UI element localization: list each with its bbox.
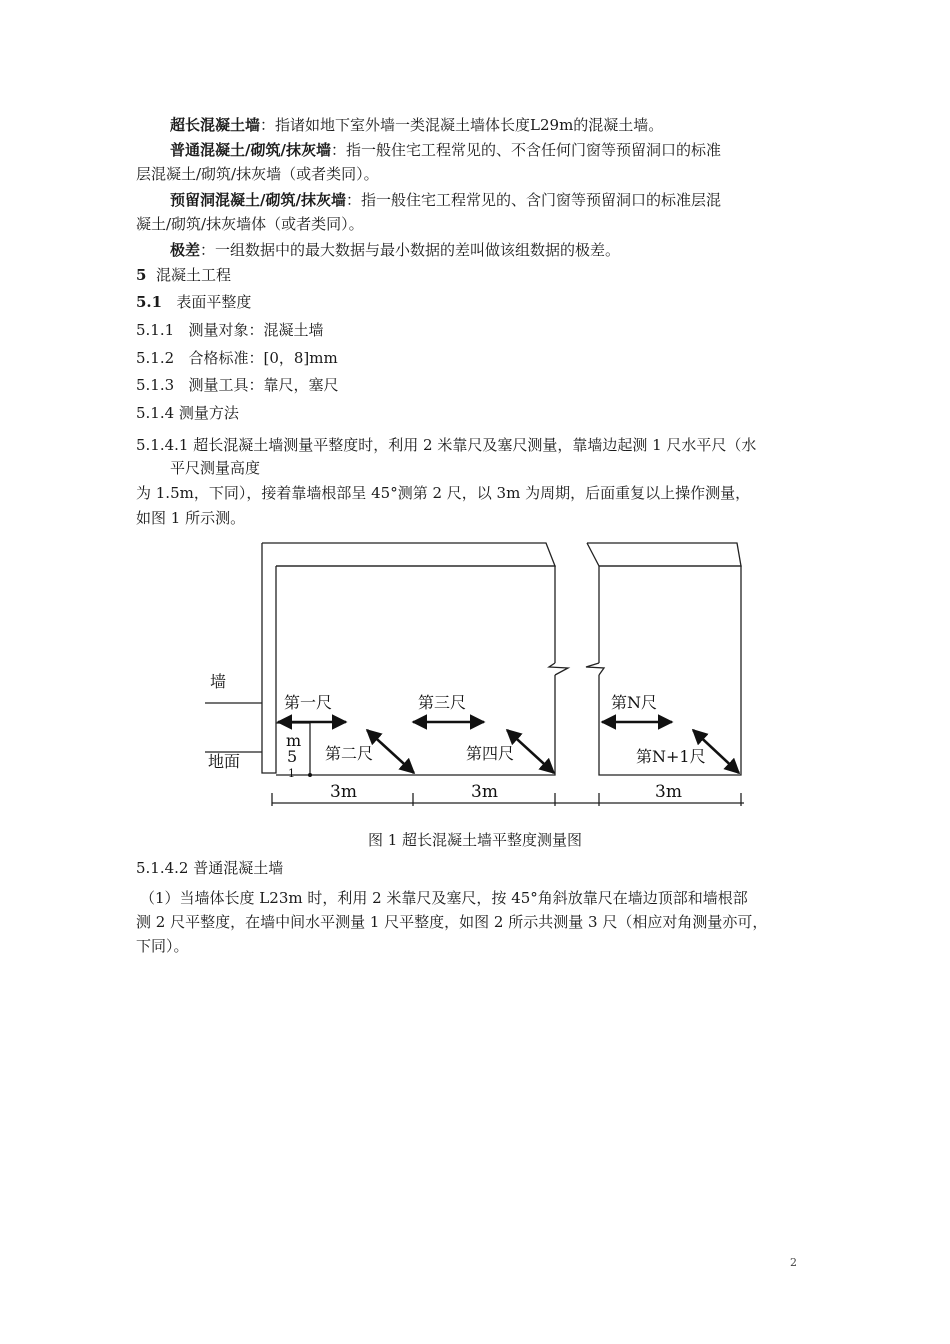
definition-3-cont: 凝土/砌筑/抹灰墙体（或者类同）。 xyxy=(136,215,364,233)
definition-term: 超长混凝土墙 xyxy=(170,116,261,134)
figure-caption: 图 1 超长混凝土墙平整度测量图 xyxy=(367,831,583,849)
heading-title: 合格标准：[0，8]mm xyxy=(188,349,338,367)
wall-outline-right xyxy=(587,543,741,566)
definition-1 xyxy=(170,115,855,135)
height-char-m: m xyxy=(286,731,302,750)
height-char-5: 5 xyxy=(287,747,298,766)
wall-label: 墙 xyxy=(210,672,227,691)
definition-term: 预留洞混凝土/砌筑/抹灰墙 xyxy=(170,191,346,209)
definition-2 xyxy=(170,140,855,160)
definition-text: 指一般住宅工程常见的、不含任何门窗等预留洞口的标准 xyxy=(345,141,721,159)
para-5142-line3: 下同）。 xyxy=(136,937,189,955)
ruler-4-arrow xyxy=(507,730,554,773)
figure-1-diagram xyxy=(0,530,950,820)
heading-title: 测量工具：靠尺，塞尺 xyxy=(188,376,339,394)
definition-term: 普通混凝土/砌筑/抹灰墙 xyxy=(170,141,331,159)
ruler-4-label: 第四尺 xyxy=(466,744,515,763)
heading-number: 5.1.2 xyxy=(136,349,175,367)
break-mark-left xyxy=(549,663,568,675)
para-5141-line3: 为 1.5m，下同），接着靠墙根部呈 45°测第 2 尺，以 3m 为周期，后面重复以上操作测量， xyxy=(136,484,751,502)
wall-outline-left xyxy=(262,543,555,773)
definition-text: 指一般住宅工程常见的、含门窗等预留洞口的标准层混 xyxy=(360,191,721,209)
heading-5-1-1 xyxy=(136,320,821,340)
heading-title: 表面平整度 xyxy=(176,293,252,311)
height-char-1: 1 xyxy=(288,767,295,780)
ground-label: 地面 xyxy=(208,752,241,771)
definition-4 xyxy=(170,240,855,260)
ruler-n-label: 第N尺 xyxy=(611,693,658,712)
height-marker-dot xyxy=(308,773,312,777)
heading-5-1-2 xyxy=(136,348,821,368)
heading-number: 5.1 xyxy=(136,293,163,311)
definition-sep: ： xyxy=(200,241,216,259)
definition-term: 极差 xyxy=(170,241,201,259)
ruler-3-label: 第三尺 xyxy=(418,693,467,712)
heading-5 xyxy=(136,265,821,285)
heading-5-1-4-2: 5.1.4.2 普通混凝土墙 xyxy=(136,859,284,877)
ruler-2-label: 第二尺 xyxy=(325,744,374,763)
para-5142-line2: 测 2 尺平整度，在墙中间水平测量 1 尺平整度，如图 2 所示共测量 3 尺（相应对角测量亦可， xyxy=(136,913,768,931)
break-mark-right xyxy=(586,663,604,675)
para-5141-line1: 5.1.4.1 超长混凝土墙测量平整度时，利用 2 米靠尺及塞尺测量，靠墙边起测 1 尺水平尺（水 xyxy=(136,436,757,454)
heading-number: 5 xyxy=(136,266,147,284)
ruler-n1-label: 第N+1尺 xyxy=(636,747,706,766)
definition-sep: ： xyxy=(260,116,276,134)
para-5142-line1: （1）当墙体长度 L23m 时，利用 2 米靠尺及塞尺，按 45°角斜放靠尺在墙边顶部和墙根部 xyxy=(140,889,748,907)
heading-number: 5.1.3 xyxy=(136,376,175,394)
definition-3 xyxy=(170,190,855,210)
dimension-label-3: 3m xyxy=(655,782,682,802)
heading-5-1-4: 5.1.4 测量方法 xyxy=(136,404,239,422)
heading-5-1-3 xyxy=(136,375,821,395)
para-5141-line2: 平尺测量高度 xyxy=(170,459,261,477)
wall-face-right xyxy=(599,566,741,775)
heading-5-1 xyxy=(136,292,821,312)
definition-text: 一组数据中的最大数据与最小数据的差叫做该组数据的极差。 xyxy=(215,241,621,259)
ruler-2-arrow xyxy=(367,730,414,773)
dimension-label-2: 3m xyxy=(471,782,498,802)
ruler-1-label: 第一尺 xyxy=(284,693,333,712)
page-number: 2 xyxy=(790,1256,797,1269)
heading-title: 测量对象：混凝土墙 xyxy=(188,321,324,339)
definition-2-cont: 层混凝土/砌筑/抹灰墙（或者类同）。 xyxy=(136,165,379,183)
heading-title: 混凝土工程 xyxy=(155,266,231,284)
definition-sep: ： xyxy=(330,141,346,159)
dimension-label-1: 3m xyxy=(330,782,357,802)
definition-sep: ： xyxy=(345,191,361,209)
definition-text: 指诸如地下室外墙一类混凝土墙体长度L29m的混凝土墙。 xyxy=(275,116,664,134)
para-5141-line4: 如图 1 所示测。 xyxy=(136,509,246,527)
heading-number: 5.1.1 xyxy=(136,321,175,339)
